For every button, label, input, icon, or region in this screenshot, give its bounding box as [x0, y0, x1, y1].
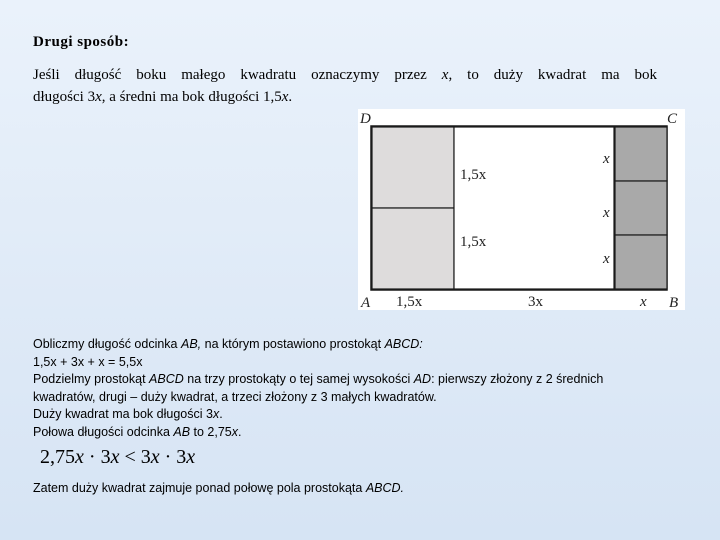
intro-line-2: długości 3x, a średni ma bok długości 1,5x. — [33, 89, 293, 105]
body-line-2: 1,5x + 3x + x = 5,5x — [33, 354, 143, 369]
intro-paragraph — [33, 64, 657, 108]
body-line-5: Duży kwadrat ma bok długości 3x. — [33, 407, 223, 422]
intro-line-1: Jeśli długość boku małego kwadratu oznaczymy przez x, to duży kwadrat ma bok — [33, 67, 657, 83]
bottom-medium-label: 1,5x — [396, 294, 423, 310]
small-side-label-2: x — [603, 205, 610, 221]
medium-square-bottom — [372, 208, 454, 289]
corner-c-label: C — [667, 111, 678, 127]
solution-text — [33, 336, 683, 442]
bottom-small-label: x — [640, 294, 647, 310]
comparison-formula: 2,75x · 3x < 3x · 3x — [40, 446, 196, 468]
corner-d-label: D — [360, 111, 371, 127]
body-line-1: Obliczmy długość odcinka AB, na którym postawiono prostokąt ABCD: — [33, 337, 423, 351]
corner-b-label: B — [669, 295, 679, 310]
small-square-3 — [615, 235, 667, 289]
squares-figure — [358, 109, 685, 310]
body-line-3: Podzielmy prostokąt ABCD na trzy prostokąty o tej samej wysokości AD: pierwszy złożony z 2 średnich — [33, 372, 604, 387]
medium-side-label-top: 1,5x — [460, 167, 487, 183]
small-square-1 — [615, 127, 667, 181]
section-heading: Drugi sposób: — [33, 34, 130, 50]
small-square-2 — [615, 181, 667, 235]
medium-square-top — [372, 127, 454, 208]
squares-diagram — [358, 109, 685, 310]
large-square — [454, 127, 614, 289]
body-line-6: Połowa długości odcinka AB to 2,75x. — [33, 424, 242, 439]
corner-a-label: A — [361, 295, 371, 310]
medium-side-label-bottom: 1,5x — [460, 234, 487, 250]
conclusion-text: Zatem duży kwadrat zajmuje ponad połowę pola prostokąta ABCD. — [33, 481, 405, 495]
body-line-4: kwadratów, drugi – duży kwadrat, a trzeci złożony z 3 małych kwadratów. — [33, 389, 437, 404]
bottom-large-label: 3x — [528, 294, 543, 310]
small-side-label-1: x — [603, 151, 610, 167]
small-side-label-3: x — [603, 251, 610, 267]
